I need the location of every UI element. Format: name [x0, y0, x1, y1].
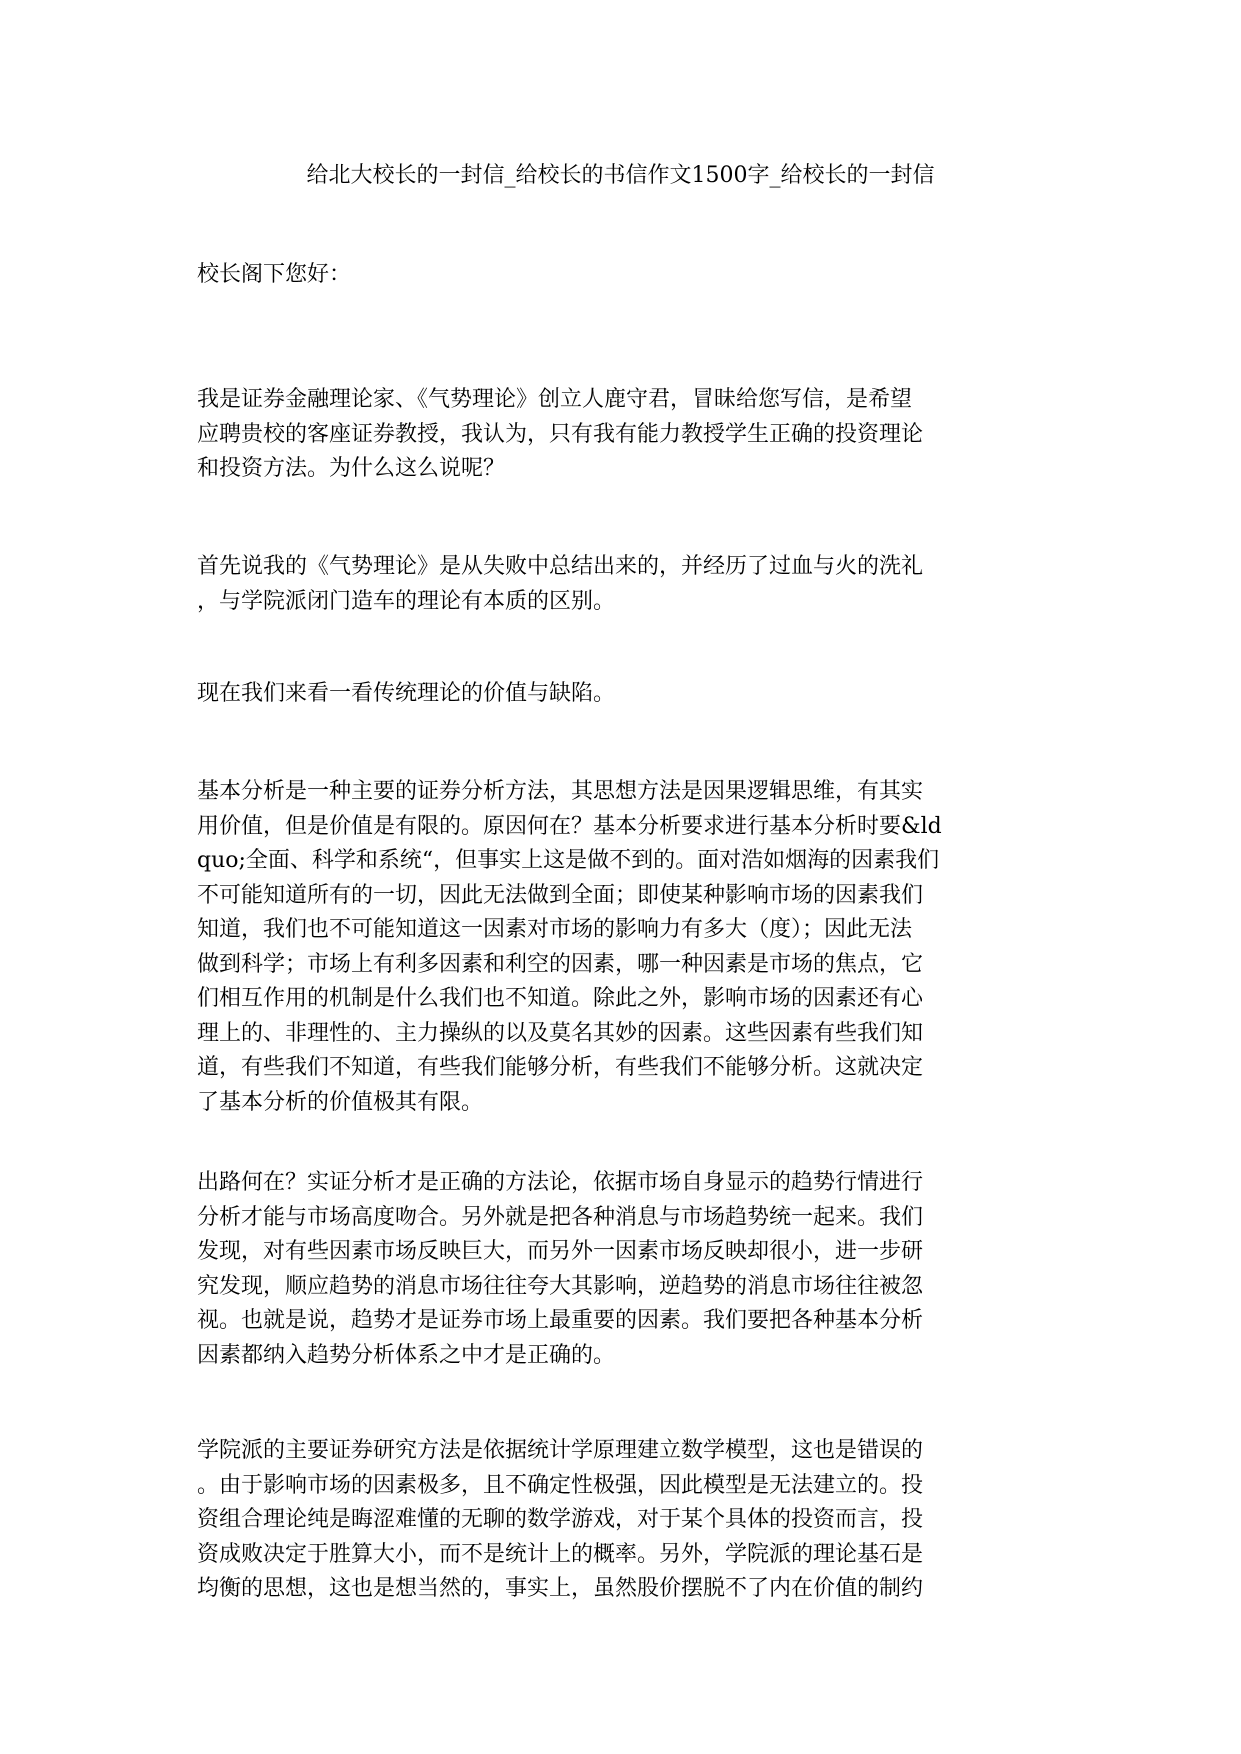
paragraph-line: 视。也就是说，趋势才是证券市场上最重要的因素。我们要把各种基本分析 [197, 1308, 924, 1333]
paragraph-line: quo;全面、科学和系统“，但事实上这是做不到的。面对浩如烟海的因素我们 [197, 848, 940, 873]
salutation [197, 258, 1032, 293]
paragraph-line: ，与学院派闭门造车的理论有本质的区别。 [197, 588, 616, 614]
paragraph-line: 用价值，但是价值是有限的。原因何在？基本分析要求进行基本分析时要&ld [197, 813, 942, 839]
paragraph-1 [197, 383, 1032, 487]
paragraph-line: 理上的、非理性的、主力操纵的以及莫名其妙的因素。这些因素有些我们知 [197, 1020, 924, 1046]
paragraph-line: 和投资方法。为什么这么说呢？ [197, 456, 506, 481]
salutation-line: 校长阁下您好： [197, 262, 352, 287]
paragraph-line: 知道，我们也不可能知道这一因素对市场的影响力有多大（度）；因此无法 [197, 917, 913, 942]
paragraph-3 [197, 677, 1032, 712]
paragraph-2 [197, 550, 1032, 619]
paragraph-line: 出路何在？实证分析才是正确的方法论，依据市场自身显示的趋势行情进行 [197, 1170, 924, 1195]
paragraph-line: 我是证券金融理论家、《气势理论》创立人鹿守君，冒昧给您写信，是希望 [197, 387, 913, 412]
document-title: 给北大校长的一封信_给校长的书信作文1500字_给校长的一封信 [306, 163, 935, 188]
paragraph-line: 不可能知道所有的一切，因此无法做到全面；即使某种影响市场的因素我们 [197, 882, 924, 908]
paragraph-line: 首先说我的《气势理论》是从失败中总结出来的，并经历了过血与火的洗礼 [197, 554, 924, 579]
paragraph-line: 分析才能与市场高度吻合。另外就是把各种消息与市场趋势统一起来。我们 [197, 1204, 924, 1230]
paragraph-line: 资成败决定于胜算大小，而不是统计上的概率。另外，学院派的理论基石是 [197, 1541, 924, 1567]
paragraph-line: 学院派的主要证券研究方法是依据统计学原理建立数学模型，这也是错误的 [197, 1438, 924, 1463]
paragraph-5 [197, 1166, 1032, 1373]
paragraph-line: 发现，对有些因素市场反映巨大，而另外一因素市场反映却很小，进一步研 [197, 1239, 924, 1264]
paragraph-line: 现在我们来看一看传统理论的价值与缺陷。 [197, 681, 616, 706]
paragraph-line: 们相互作用的机制是什么我们也不知道。除此之外，影响市场的因素还有心 [197, 986, 924, 1011]
paragraph-line: 做到科学；市场上有利多因素和利空的因素，哪一种因素是市场的焦点，它 [197, 951, 924, 977]
paragraph-line: 究发现，顺应趋势的消息市场往往夸大其影响，逆趋势的消息市场往往被忽 [197, 1273, 924, 1299]
paragraph-line: 应聘贵校的客座证券教授，我认为，只有我有能力教授学生正确的投资理论 [197, 421, 924, 447]
paragraph-line: 资组合理论纯是晦涩难懂的无聊的数学游戏，对于某个具体的投资而言，投 [197, 1507, 924, 1532]
paragraph-4 [197, 775, 1032, 1120]
paragraph-line: 。由于影响市场的因素极多，且不确定性极强，因此模型是无法建立的。投 [197, 1472, 924, 1498]
paragraph-line: 了基本分析的价值极其有限。 [197, 1089, 484, 1115]
paragraph-line: 道，有些我们不知道，有些我们能够分析，有些我们不能够分析。这就决定 [197, 1055, 924, 1080]
paragraph-line: 均衡的思想，这也是想当然的，事实上，虽然股价摆脱不了内在价值的制约 [197, 1576, 924, 1601]
paragraph-6 [197, 1434, 1032, 1607]
paragraph-line: 因素都纳入趋势分析体系之中才是正确的。 [197, 1342, 616, 1368]
paragraph-line: 基本分析是一种主要的证券分析方法，其思想方法是因果逻辑思维，有其实 [197, 779, 924, 804]
